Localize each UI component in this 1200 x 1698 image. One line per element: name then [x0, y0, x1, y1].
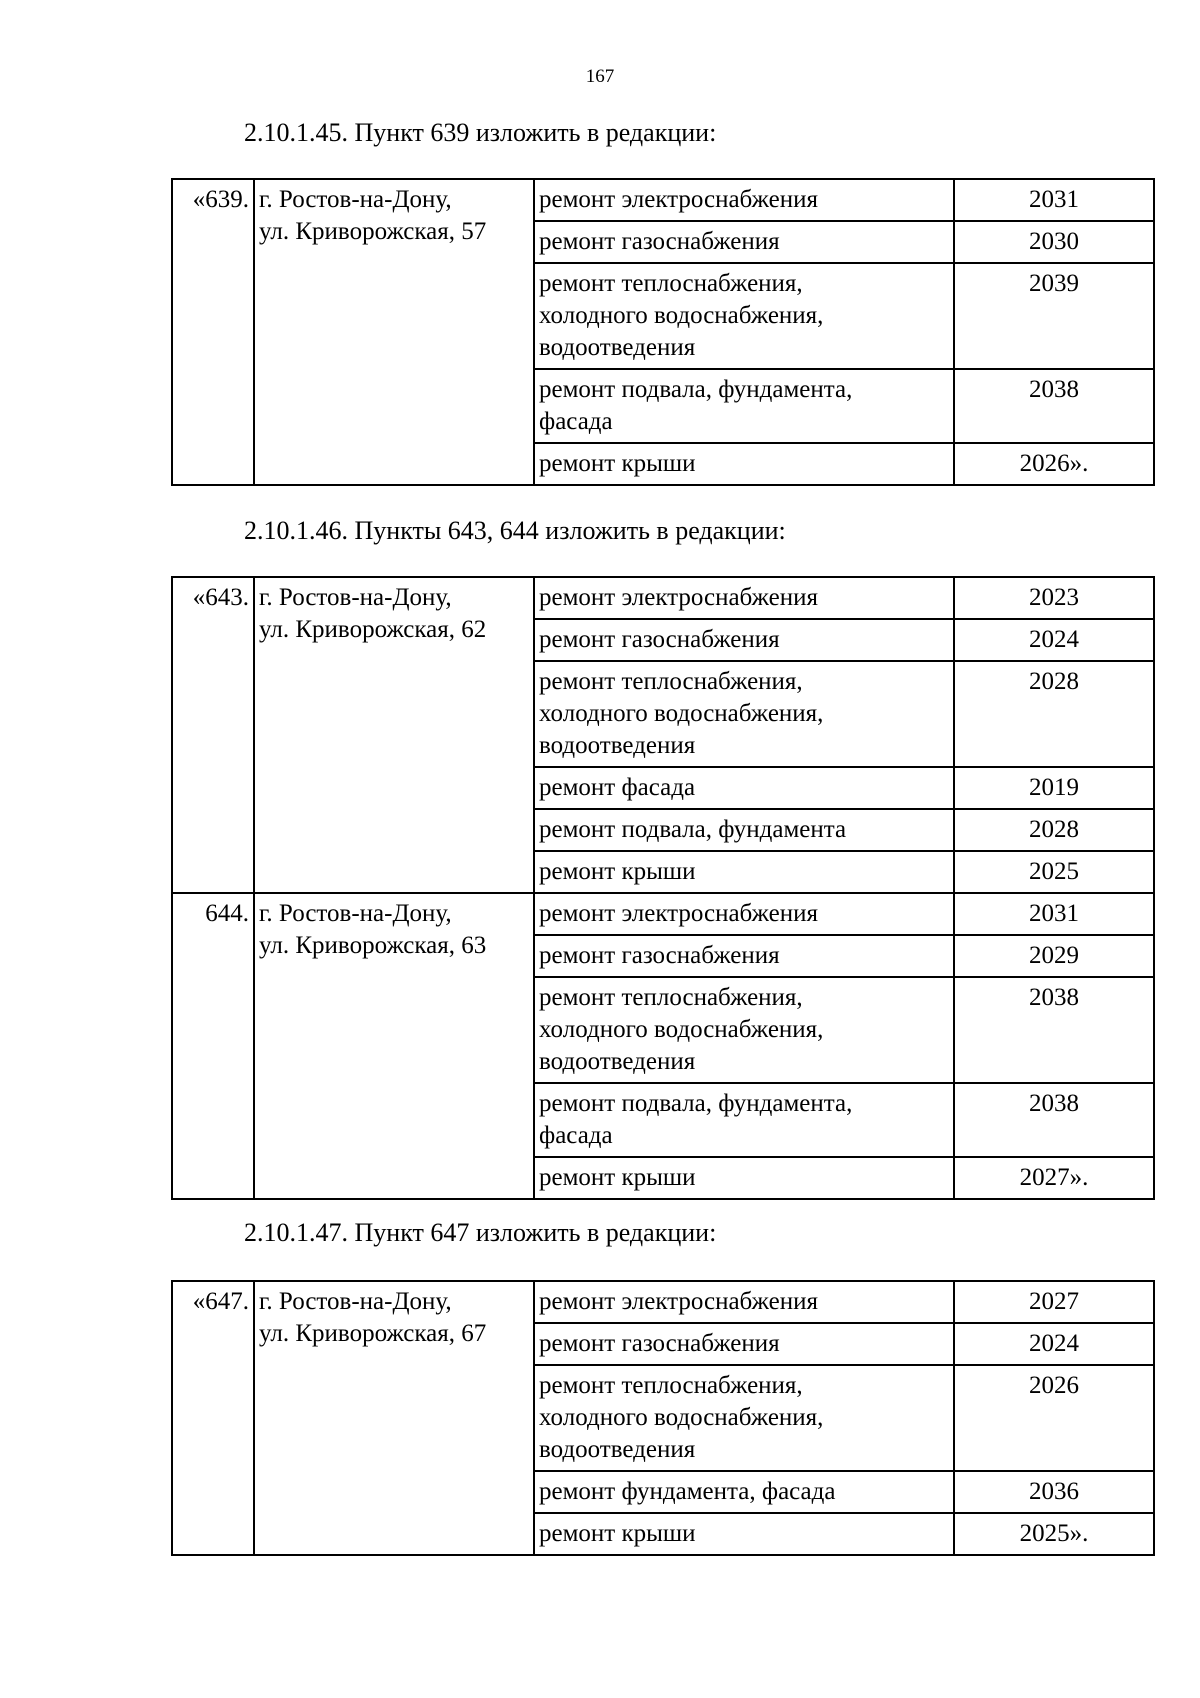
work-type: ремонт электроснабжения — [534, 577, 954, 619]
item-number: «639. — [172, 179, 254, 485]
work-type: ремонт электроснабжения — [534, 1281, 954, 1323]
work-type: ремонт крыши — [534, 851, 954, 893]
work-year: 2025». — [954, 1513, 1154, 1555]
work-year: 2025 — [954, 851, 1154, 893]
item-address: г. Ростов-на-Дону, ул. Криворожская, 62 — [254, 577, 534, 893]
repair-table — [171, 576, 1155, 1200]
item-number: «647. — [172, 1281, 254, 1555]
work-year: 2039 — [954, 263, 1154, 369]
work-year: 2029 — [954, 935, 1154, 977]
work-year: 2038 — [954, 977, 1154, 1083]
work-year: 2019 — [954, 767, 1154, 809]
page-number: 167 — [585, 66, 615, 87]
work-year: 2027». — [954, 1157, 1154, 1199]
work-type: ремонт теплоснабжения, холодного водоснабжения, водоотведения — [534, 263, 954, 369]
repair-table — [171, 178, 1155, 486]
work-type: ремонт фундамента, фасада — [534, 1471, 954, 1513]
work-type: ремонт крыши — [534, 1157, 954, 1199]
work-type: ремонт крыши — [534, 1513, 954, 1555]
work-type: ремонт газоснабжения — [534, 221, 954, 263]
work-type: ремонт газоснабжения — [534, 1323, 954, 1365]
work-type: ремонт подвала, фундамента, фасада — [534, 1083, 954, 1157]
section-heading: 2.10.1.46. Пункты 643, 644 изложить в редакции: — [244, 516, 786, 545]
repair-table — [171, 1280, 1155, 1556]
work-type: ремонт подвала, фундамента, фасада — [534, 369, 954, 443]
work-year: 2024 — [954, 619, 1154, 661]
section-heading: 2.10.1.47. Пункт 647 изложить в редакции: — [244, 1218, 717, 1247]
work-type: ремонт фасада — [534, 767, 954, 809]
work-type: ремонт теплоснабжения, холодного водоснабжения, водоотведения — [534, 977, 954, 1083]
work-year: 2028 — [954, 809, 1154, 851]
work-year: 2038 — [954, 369, 1154, 443]
work-type: ремонт теплоснабжения, холодного водоснабжения, водоотведения — [534, 1365, 954, 1471]
work-year: 2026 — [954, 1365, 1154, 1471]
work-type: ремонт теплоснабжения, холодного водоснабжения, водоотведения — [534, 661, 954, 767]
work-year: 2036 — [954, 1471, 1154, 1513]
work-year: 2028 — [954, 661, 1154, 767]
work-type: ремонт подвала, фундамента — [534, 809, 954, 851]
work-year: 2031 — [954, 179, 1154, 221]
work-type: ремонт электроснабжения — [534, 893, 954, 935]
item-address: г. Ростов-на-Дону, ул. Криворожская, 67 — [254, 1281, 534, 1555]
work-year: 2027 — [954, 1281, 1154, 1323]
work-type: ремонт газоснабжения — [534, 619, 954, 661]
table-row — [172, 179, 1154, 221]
work-type: ремонт электроснабжения — [534, 179, 954, 221]
work-year: 2038 — [954, 1083, 1154, 1157]
work-year: 2024 — [954, 1323, 1154, 1365]
work-year: 2030 — [954, 221, 1154, 263]
table-row — [172, 1281, 1154, 1323]
item-address: г. Ростов-на-Дону, ул. Криворожская, 63 — [254, 893, 534, 1199]
work-year: 2023 — [954, 577, 1154, 619]
work-type: ремонт газоснабжения — [534, 935, 954, 977]
work-type: ремонт крыши — [534, 443, 954, 485]
table-row — [172, 577, 1154, 619]
section-heading: 2.10.1.45. Пункт 639 изложить в редакции: — [244, 118, 717, 147]
item-number: 644. — [172, 893, 254, 1199]
work-year: 2026». — [954, 443, 1154, 485]
item-number: «643. — [172, 577, 254, 893]
item-address: г. Ростов-на-Дону, ул. Криворожская, 57 — [254, 179, 534, 485]
work-year: 2031 — [954, 893, 1154, 935]
table-row — [172, 893, 1154, 935]
